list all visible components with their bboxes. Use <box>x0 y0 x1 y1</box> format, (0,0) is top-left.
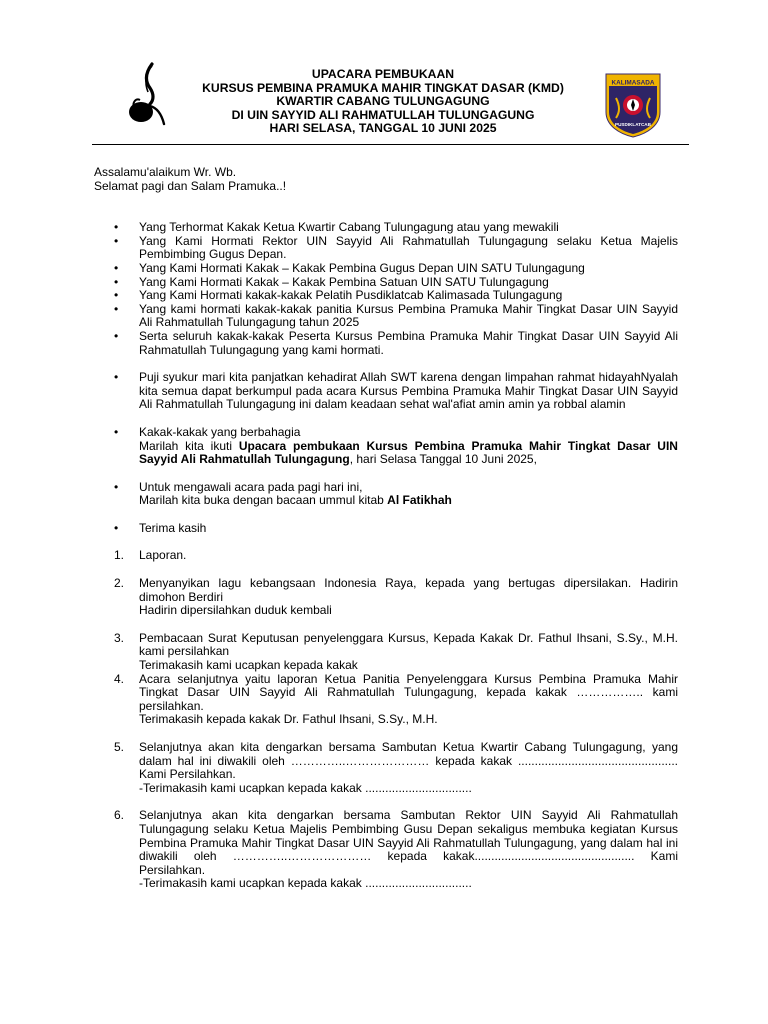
agenda-item: 3. Pembacaan Surat Keputusan penyelenggara Kursus, Kepada Kakak Dr. Fathul Ihsani, S.Sy., M.H. kami persilahkan Terimakasih kami ucapkan kepada kakak <box>114 630 678 673</box>
list-item: • Serta seluruh kakak-kakak Peserta Kursus Pembina Pramuka Mahir Tingkat Dasar UIN Sayyid Ali Rahmatullah Tulungagung yang kami hormati. <box>114 328 678 357</box>
greeting-line: Assalamu'alaikum Wr. Wb. <box>94 165 237 179</box>
bullet-icon: • <box>114 274 119 289</box>
invite-line: Marilah kita ikuti Upacara pembukaan Kursus Pembina Pramuka Mahir Tingkat Dasar UIN Sayyid Ali Rahmatullah Tulungagung, hari Selasa Tanggal 10 Juni 2025, <box>139 438 678 467</box>
fatihah-line: Marilah kita buka dengan bacaan ummul kitab Al Fatikhah <box>139 493 452 508</box>
kakak-line: Kakak-kakak yang berbahagia <box>139 424 301 439</box>
agenda-item: 2. Menyanyikan lagu kebangsaan Indonesia Raya, kepada yang bertugas dipersilakan. Hadirin dimohon Berdiri Hadirin dipersilahkan duduk kembali <box>114 576 678 618</box>
tunas-kelapa-logo-icon <box>124 62 168 126</box>
list-item: • Yang Kami Hormati Kakak – Kakak Pembina Gugus Depan UIN SATU Tulungagung <box>114 260 585 275</box>
bullet-icon: • <box>114 301 119 316</box>
bullet-icon: • <box>114 260 119 275</box>
header-divider <box>92 144 689 145</box>
greeting <box>94 166 678 193</box>
title-line: KWARTIR CABANG TULUNGAGUNG <box>276 94 490 109</box>
agenda-number: 5. <box>114 740 125 754</box>
agenda-number: 6. <box>114 808 125 823</box>
kalimasada-badge-icon <box>604 72 662 138</box>
bullet-icon: • <box>114 288 119 303</box>
salutation-list <box>94 221 678 357</box>
agenda-number: 2. <box>114 576 125 591</box>
bullet-icon: • <box>114 370 119 385</box>
list-item: • Yang Kami Hormati Kakak – Kakak Pembina Satuan UIN SATU Tulungagung <box>114 274 549 289</box>
agenda-number: 1. <box>114 548 125 563</box>
bullet-icon: • <box>114 328 119 343</box>
title-line: KURSUS PEMBINA PRAMUKA MAHIR TINGKAT DASAR (KMD) <box>202 80 564 95</box>
document-title <box>178 68 588 136</box>
title-line: HARI SELASA, TANGGAL 10 JUNI 2025 <box>269 121 497 136</box>
list-item: • Yang Kami Hormati kakak-kakak Pelatih Pusdiklatcab Kalimasada Tulungagung <box>114 288 563 303</box>
bullet-icon: • <box>114 424 119 439</box>
bullet-icon: • <box>114 479 119 494</box>
list-item: • Yang kami hormati kakak-kakak panitia Kursus Pembina Pramuka Mahir Tingkat Dasar UIN Sayyid Ali Rahmatullah Tulungagung tahun 2025 <box>114 301 678 330</box>
greeting-line: Selamat pagi dan Salam Pramuka..! <box>94 178 287 193</box>
bullet-icon: • <box>114 520 119 535</box>
list-item: • Yang Kami Hormati Rektor UIN Sayyid Ali Rahmatullah Tulungagung selaku Ketua Majelis Pembimbing Gugus Depan. <box>114 233 678 262</box>
agenda-item: 6. Selanjutnya akan kita dengarkan bersama Sambutan Rektor UIN Sayyid Ali Rahmatullah Tulungagung selaku Ketua Majelis Pembimbing Gusu Depan sekaligus membuka kegiatan Kursus Pembina Pramuka Mahir Tingkat Dasar UIN Sayyid Ali Rahmatullah Tulungagung, yang dalam hal ini diwakili oleh …………..………………… kepada kakak................................................ Kami Persilahkan. -Terimakasih kami ucapkan kepada kakak ................................ <box>114 808 678 891</box>
agenda-number: 4. <box>114 671 125 686</box>
agenda-item: 1. Laporan. <box>114 548 187 563</box>
agenda-item: 5. Selanjutnya akan kita dengarkan bersama Sambutan Ketua Kwartir Cabang Tulungagung, yang dalam hal ini diwakili oleh …………..………………… kepada kakak ................................................ Kami Persilahkan. -Terimakasih kami ucapkan kepada kakak ................................ <box>114 740 678 795</box>
title-line: UPACARA PEMBUKAAN <box>311 67 455 81</box>
badge-top-text: KALIMASADA <box>611 79 655 87</box>
opening-fatihah <box>94 481 678 508</box>
opening-thanks: • Terima kasih <box>114 520 207 535</box>
title-line: DI UIN SAYYID ALI RAHMATULLAH TULUNGAGUNG <box>231 107 535 122</box>
awal-line: Untuk mengawali acara pada pagi hari ini, <box>139 479 363 494</box>
list-item: • Yang Terhormat Kakak Ketua Kwartir Cabang Tulungagung atau yang mewakili <box>114 220 559 235</box>
opening-puji: • Puji syukur mari kita panjatkan kehadirat Allah SWT karena dengan limpahan rahmat hidayahNyalah kita semua dapat berkumpul pada acara Kursus Pembina Pramuka Mahir Tingkat Dasar UIN Sayyid Ali Rahmatullah Tulungagung ini dalam keadaan sehat wal'afiat amin amin ya robbal alamin <box>114 370 678 412</box>
agenda-item: 4. Acara selanjutnya yaitu laporan Ketua Panitia Penyelenggara Kursus Pembina Pramuka Mahir Tingkat Dasar UIN Sayyid Ali Rahmatullah Tulungagung, kepada kakak …………….. kami persilahkan. Terimakasih kepada kakak Dr. Fathul Ihsani, S.Sy., M.H. <box>114 671 678 727</box>
bullet-icon: • <box>114 233 119 248</box>
badge-bottom-text: PUSDIKLATCAB <box>615 122 651 127</box>
agenda-number: 3. <box>114 630 125 645</box>
opening-invitation <box>94 426 678 467</box>
document-header <box>0 60 768 146</box>
document-body <box>94 166 678 891</box>
bullet-icon: • <box>114 220 119 235</box>
